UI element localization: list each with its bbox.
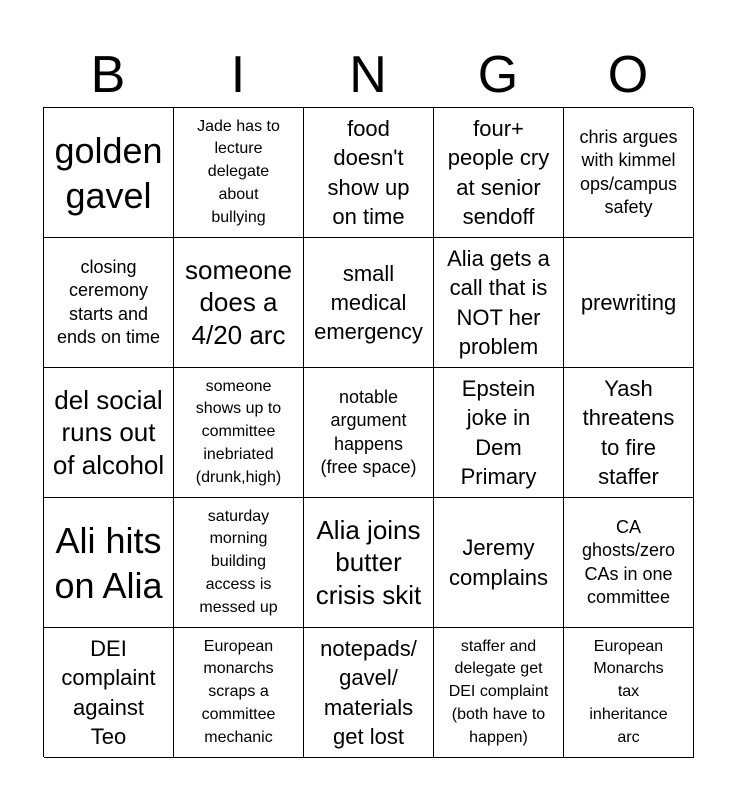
bingo-cell[interactable]: [434, 238, 564, 368]
cell-text: notepads/ gavel/ materials get lost: [320, 636, 417, 749]
cell-text: del social runs out of alcohol: [52, 384, 165, 480]
cell-text: staffer and delegate get DEI complaint (both have to happen): [448, 637, 549, 746]
bingo-cell[interactable]: [434, 108, 564, 238]
cell-text: Jade has to lecture delegate about bullying: [197, 117, 280, 226]
cell-text: Alia joins butter crisis skit: [315, 514, 422, 610]
bingo-cell[interactable]: [434, 498, 564, 628]
bingo-header: [43, 42, 693, 108]
cell-text: chris argues with kimmel ops/campus safety: [579, 126, 678, 217]
bingo-cell[interactable]: [564, 108, 694, 238]
bingo-cell[interactable]: [174, 108, 304, 238]
cell-text: small medical emergency: [314, 260, 423, 345]
bingo-cell[interactable]: [304, 368, 434, 498]
bingo-board: [43, 107, 693, 757]
bingo-cell[interactable]: [44, 628, 174, 758]
bingo-cell[interactable]: [304, 498, 434, 628]
bingo-cell[interactable]: [434, 368, 564, 498]
cell-text: CA ghosts/zero CAs in one committee: [581, 516, 676, 607]
bingo-cell[interactable]: [304, 628, 434, 758]
cell-text: four+ people cry at senior sendoff: [447, 116, 550, 229]
cell-text: someone shows up to committee inebriated (drunk,high): [195, 377, 282, 486]
cell-text: someone does a 4/20 arc: [185, 254, 292, 350]
header-letter-n: N: [349, 46, 387, 104]
cell-text: DEI complaint against Teo: [61, 636, 156, 749]
bingo-cell[interactable]: [174, 628, 304, 758]
cell-text: closing ceremony starts and ends on time: [56, 256, 161, 347]
bingo-cell[interactable]: [564, 238, 694, 368]
bingo-cell[interactable]: [564, 498, 694, 628]
cell-text: Ali hits on Alia: [54, 519, 163, 606]
cell-text: prewriting: [580, 289, 677, 315]
cell-text: Alia gets a call that is NOT her problem: [447, 246, 550, 359]
bingo-cell[interactable]: [44, 498, 174, 628]
bingo-cell[interactable]: [304, 238, 434, 368]
cell-text: notable argument happens (free space): [320, 386, 417, 477]
cell-text: European Monarchs tax inheritance arc: [589, 637, 668, 746]
bingo-cell[interactable]: [434, 628, 564, 758]
bingo-cell[interactable]: [174, 498, 304, 628]
cell-text: Jeremy complains: [448, 535, 549, 590]
cell-text: Yash threatens to fire staffer: [582, 376, 675, 489]
header-letter-b: B: [90, 46, 126, 104]
bingo-cell[interactable]: [304, 108, 434, 238]
bingo-cell[interactable]: [44, 108, 174, 238]
bingo-cell[interactable]: [564, 368, 694, 498]
header-letter-g: G: [477, 46, 519, 104]
cell-text: golden gavel: [54, 129, 163, 216]
bingo-cell[interactable]: [174, 238, 304, 368]
bingo-cell[interactable]: [174, 368, 304, 498]
bingo-cell[interactable]: [564, 628, 694, 758]
header-letter-o: O: [607, 46, 649, 104]
cell-text: saturday morning building access is messed up: [199, 507, 278, 616]
bingo-cell[interactable]: [44, 368, 174, 498]
bingo-cell[interactable]: [44, 238, 174, 368]
cell-text: food doesn't show up on time: [327, 116, 410, 229]
header-letter-i: I: [230, 46, 246, 104]
cell-text: Epstein joke in Dem Primary: [460, 376, 537, 489]
cell-text: European monarchs scraps a committee mechanic: [201, 637, 276, 746]
